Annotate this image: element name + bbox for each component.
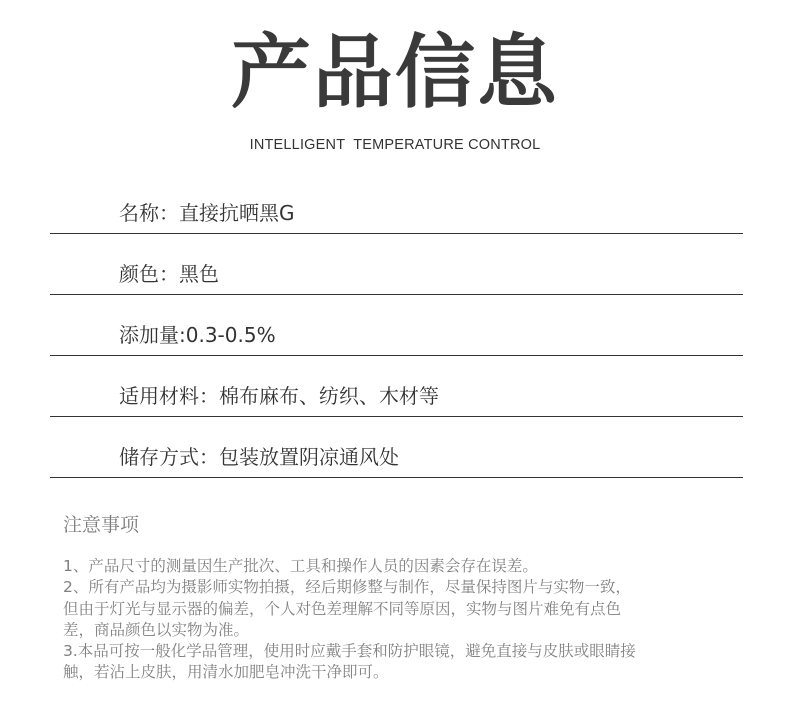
- page-subtitle: INTELLIGENT TEMPERATURE CONTROL: [249, 137, 541, 153]
- product-dosage-text: 添加量:0.3-0.5%: [119, 323, 276, 347]
- page-title: 产品信息: [231, 26, 559, 119]
- notice-line: 触，若沾上皮肤，用清水加肥皂冲洗干净即可。: [63, 663, 389, 682]
- product-materials-text: 适用材料：棉布麻布、纺织、木材等: [119, 384, 439, 408]
- info-row-storage: [50, 417, 743, 478]
- notice-title: 注意事项: [63, 514, 140, 536]
- notice-notes: [63, 556, 735, 684]
- product-color-text: 颜色：黑色: [119, 262, 219, 286]
- notice-line: 差，商品颜色以实物为准。: [63, 620, 250, 639]
- product-name-text: 名称：直接抗晒黑G: [119, 201, 295, 225]
- product-storage-text: 储存方式：包装放置阴凉通风处: [119, 445, 399, 469]
- info-row-name: [50, 174, 743, 234]
- notice-line: 3.本品可按一般化学品管理，使用时应戴手套和防护眼镜，避免直接与皮肤或眼睛接: [63, 642, 636, 661]
- notice-line: 但由于灯光与显示器的偏差，个人对色差理解不同等原因，实物与图片难免有点色: [63, 599, 622, 618]
- product-info-list: [50, 174, 743, 478]
- notice-line: 2、所有产品均为摄影师实物拍摄，经后期修整与制作，尽量保持图片与实物一致，: [63, 578, 631, 597]
- notice-line: 1、产品尺寸的测量因生产批次、工具和操作人员的因素会存在误差。: [63, 557, 538, 575]
- info-row-materials: [50, 356, 743, 417]
- info-row-color: [50, 234, 743, 295]
- info-row-dosage: [50, 295, 743, 356]
